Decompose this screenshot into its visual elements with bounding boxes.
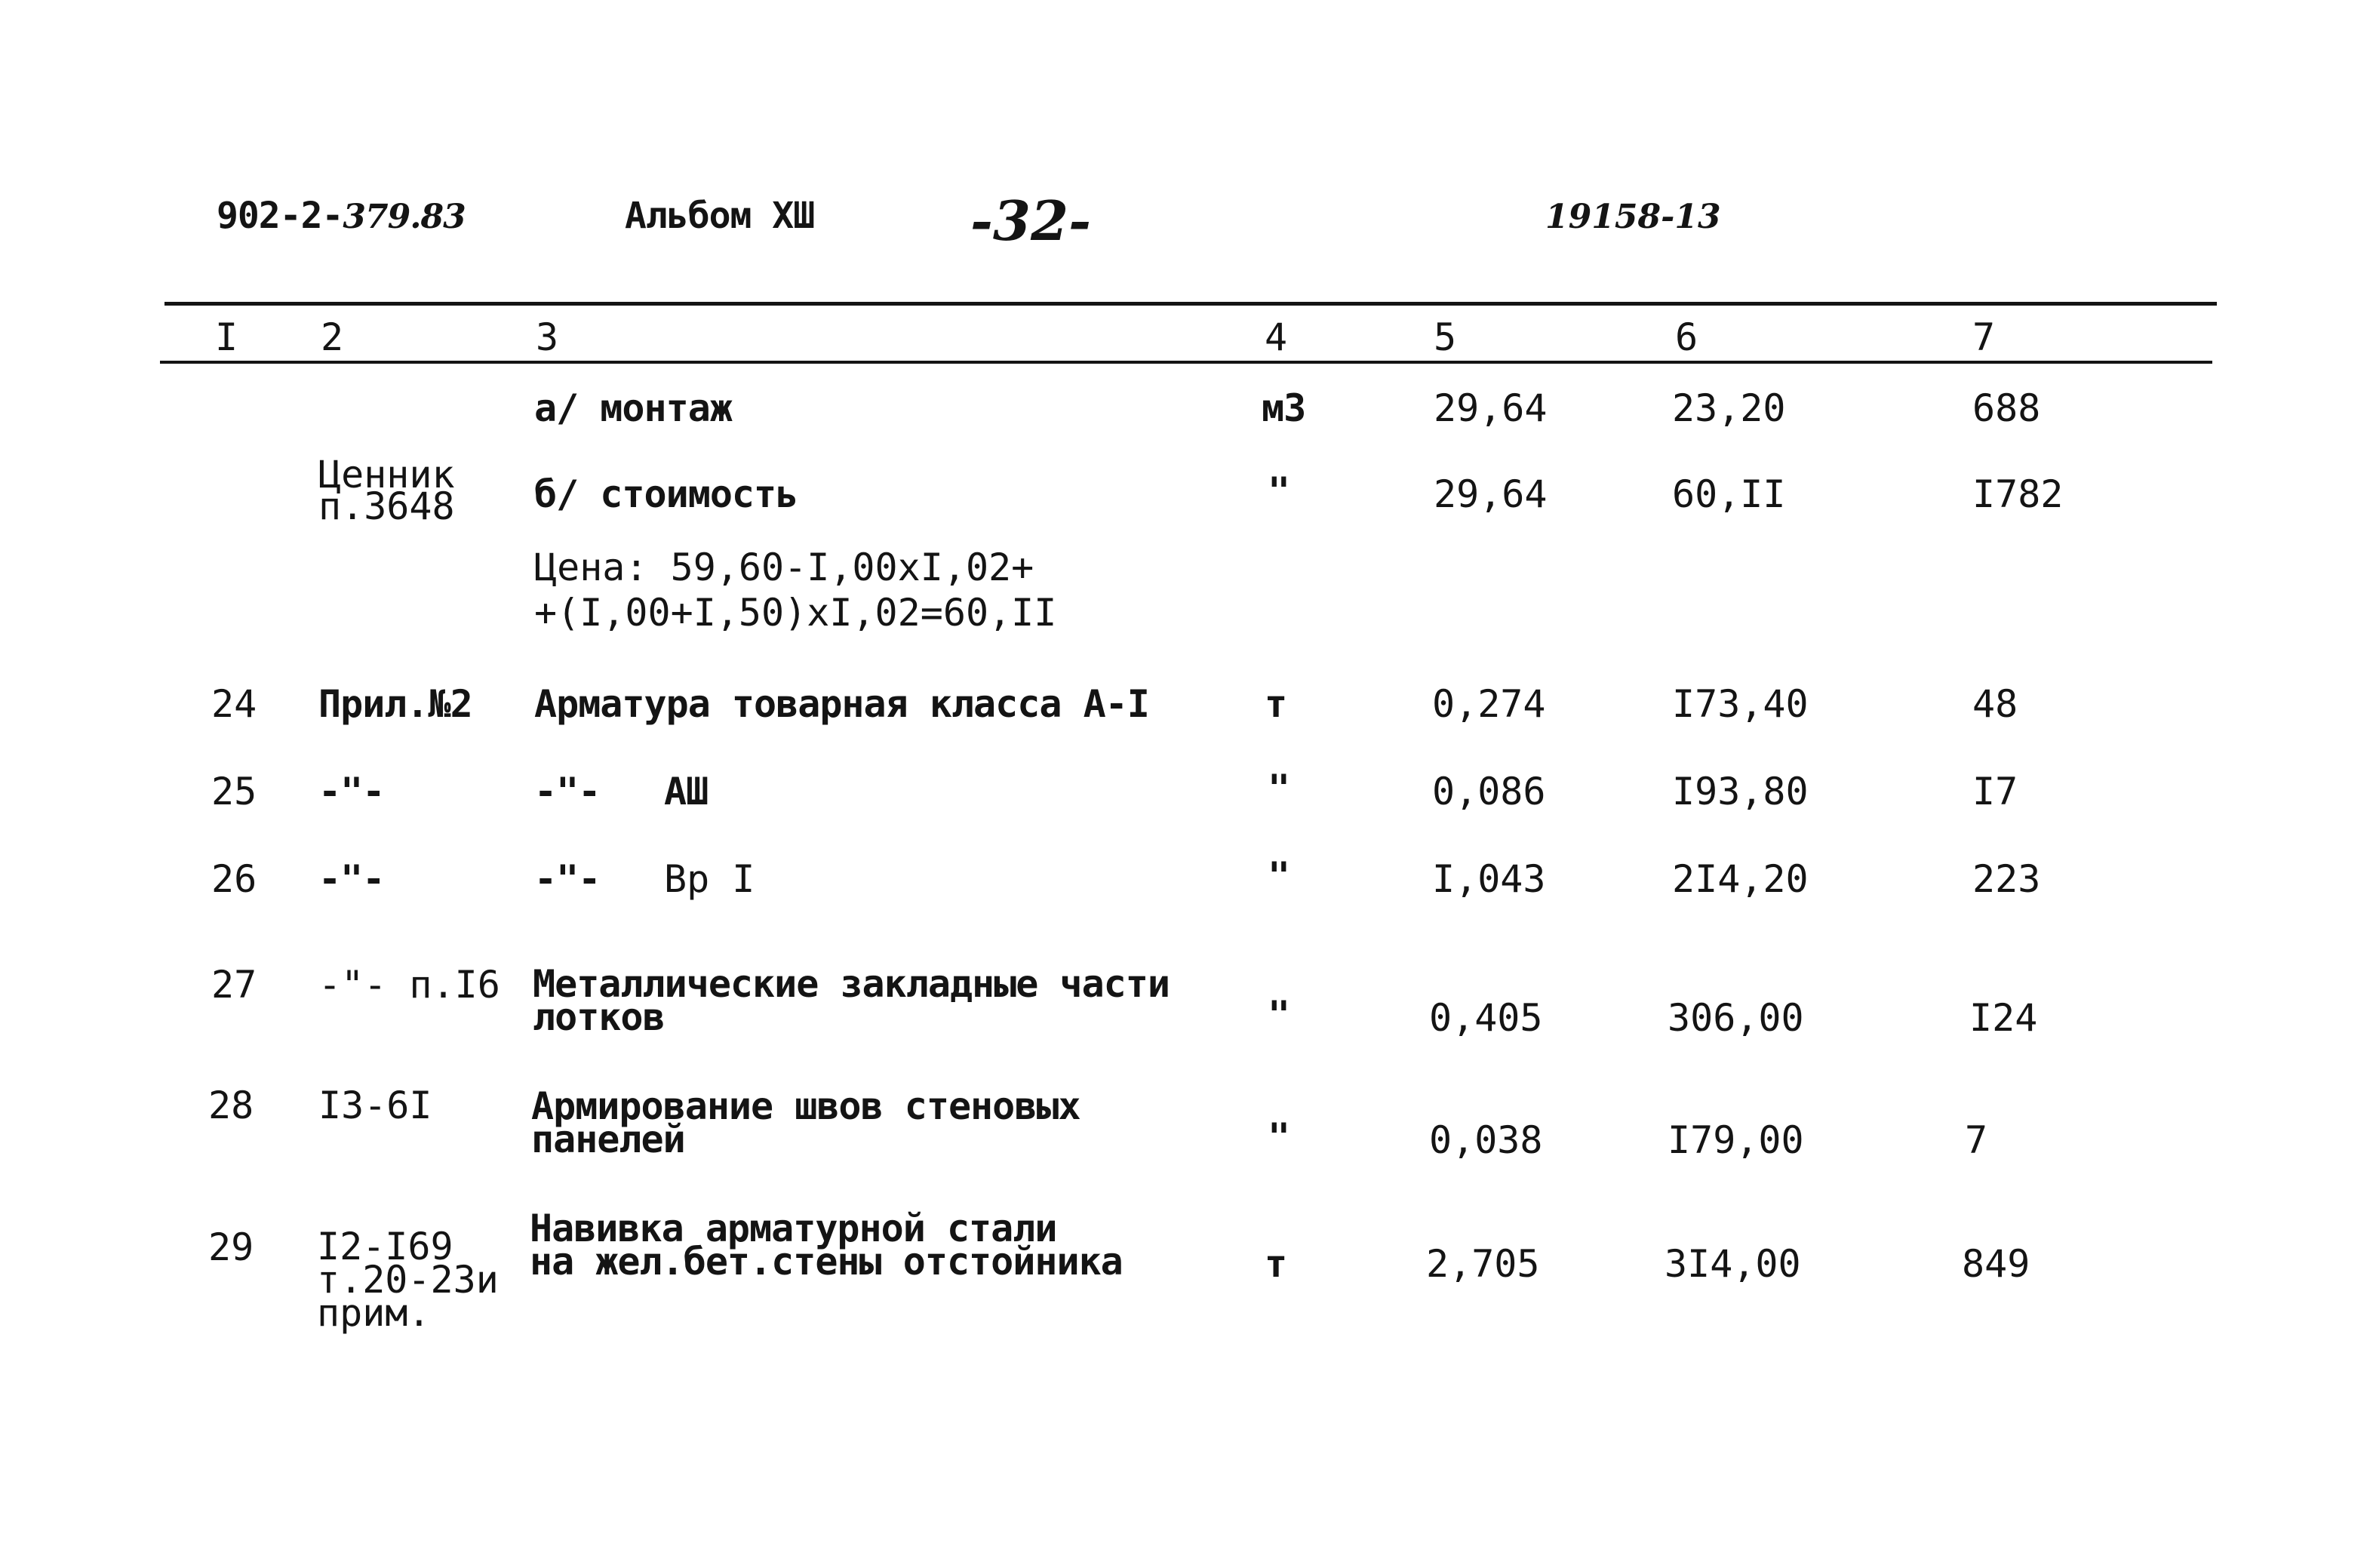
table-row-desc: Навивка арматурной стали на жел.бет.стены отстойника bbox=[530, 1207, 1123, 1284]
inventory-number: 19158-13 bbox=[1545, 198, 1721, 236]
table-row-unit: " bbox=[1268, 767, 1290, 810]
table-row-total: 7 bbox=[1965, 1118, 1988, 1162]
table-row-price: I93,80 bbox=[1672, 770, 1809, 813]
table-row-qty: 0,274 bbox=[1432, 682, 1546, 726]
page-number: -32- bbox=[970, 189, 1091, 253]
table-row-total: 48 bbox=[1972, 682, 2018, 726]
album-label: Альбом XШ bbox=[625, 195, 815, 237]
table-row-ref: -"- bbox=[318, 770, 385, 813]
table-row-unit: " bbox=[1268, 1115, 1290, 1159]
table-row-num: 25 bbox=[211, 770, 257, 813]
column-number-7: 7 bbox=[1972, 315, 1996, 359]
table-row-num: 26 bbox=[211, 857, 257, 901]
table-row-total: I7 bbox=[1972, 770, 2018, 813]
document-code-printed: 902-2- bbox=[217, 195, 343, 237]
table-row-price: 2I4,20 bbox=[1672, 857, 1809, 901]
table-top-rule bbox=[164, 302, 2217, 306]
table-row-ref: I3-6I bbox=[318, 1084, 432, 1127]
table-row-price: I73,40 bbox=[1672, 682, 1809, 726]
table-row-desc: -"- bbox=[534, 857, 601, 901]
table-row-qty: 0,405 bbox=[1429, 996, 1543, 1040]
table-row-qty: 29,64 bbox=[1434, 386, 1548, 430]
table-row-qty: I,043 bbox=[1432, 857, 1546, 901]
column-number-2: 2 bbox=[321, 315, 344, 359]
table-header-rule bbox=[160, 361, 2212, 364]
table-row-desc-class: Вр I bbox=[664, 857, 755, 901]
column-number-6: 6 bbox=[1675, 315, 1698, 359]
table-row-unit: " bbox=[1268, 469, 1290, 513]
table-row-desc: Армирование швов стеновых панелей bbox=[531, 1084, 1080, 1161]
table-row-num: 24 bbox=[211, 682, 257, 726]
table-row-ref: -"- п.I6 bbox=[318, 963, 500, 1007]
table-row-desc: Арматура товарная класса А-I bbox=[534, 682, 1149, 726]
table-row-unit: т bbox=[1265, 682, 1287, 726]
table-row-qty: 29,64 bbox=[1434, 472, 1548, 516]
table-row-desc: б/ стоимость bbox=[534, 472, 798, 516]
table-row-qty: 2,705 bbox=[1426, 1242, 1540, 1286]
table-row-unit: " bbox=[1268, 854, 1290, 898]
table-row-qty: 0,086 bbox=[1432, 770, 1546, 813]
table-row-num: 28 bbox=[208, 1084, 254, 1127]
table-row-price: 3I4,00 bbox=[1665, 1242, 1801, 1286]
table-row-desc: -"- bbox=[534, 770, 601, 813]
price-calculation-note: Цена: 59,60-I,00xI,02+ +(I,00+I,50)xI,02=60,II bbox=[534, 546, 1057, 635]
column-number-1: I bbox=[215, 315, 238, 359]
table-row-total: 849 bbox=[1962, 1242, 2030, 1286]
table-row-price: I79,00 bbox=[1668, 1118, 1804, 1162]
table-row-desc: а/ монтаж bbox=[534, 386, 732, 430]
table-row-unit: " bbox=[1268, 993, 1290, 1037]
column-number-5: 5 bbox=[1434, 315, 1457, 359]
table-row-ref: I2-I69 т.20-23и прим. bbox=[317, 1225, 499, 1335]
table-row-price: 60,II bbox=[1672, 472, 1786, 516]
table-row-price: 23,20 bbox=[1672, 386, 1786, 430]
table-row-num: 27 bbox=[211, 963, 257, 1007]
table-row-num: 29 bbox=[208, 1225, 254, 1269]
table-row-desc-class: АШ bbox=[664, 770, 709, 813]
document-code-handwritten: 379.83 bbox=[343, 198, 466, 236]
table-row-ref: Прил.№2 bbox=[318, 682, 472, 726]
document-code bbox=[217, 195, 466, 237]
column-number-3: 3 bbox=[536, 315, 559, 359]
column-number-4: 4 bbox=[1265, 315, 1288, 359]
table-row-total: I782 bbox=[1972, 472, 2064, 516]
table-row-total: 223 bbox=[1972, 857, 2041, 901]
table-row-unit: м3 bbox=[1262, 386, 1306, 430]
table-row-total: I24 bbox=[1969, 996, 2038, 1040]
table-row-price: 306,00 bbox=[1668, 996, 1804, 1040]
table-row-desc: Металлические закладные части лотков bbox=[533, 962, 1170, 1039]
table-row-unit: т bbox=[1265, 1242, 1287, 1286]
table-row-total: 688 bbox=[1972, 386, 2041, 430]
table-row-ref: -"- bbox=[318, 857, 385, 901]
table-row-qty: 0,038 bbox=[1429, 1118, 1543, 1162]
table-row-ref: Ценник п.3648 bbox=[318, 453, 455, 528]
